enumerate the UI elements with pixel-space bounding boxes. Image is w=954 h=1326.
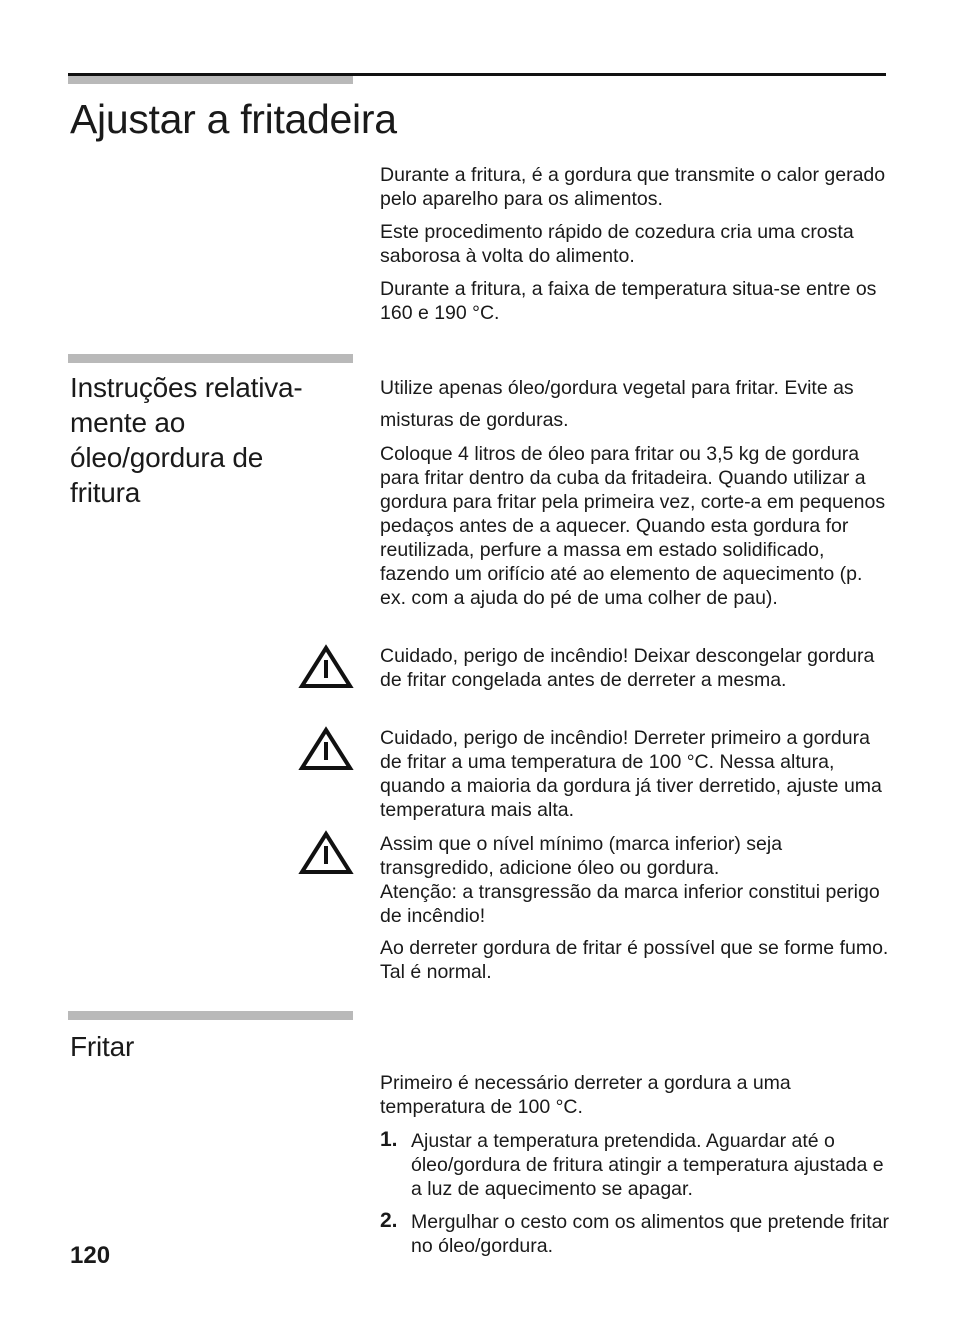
heading-line: mente ao: [70, 407, 186, 438]
warning-text-3-line-1: Assim que o nível mínimo (marca inferior) seja transgredido, adicione óleo ou gordura.: [380, 833, 783, 879]
page-number: 120: [70, 1242, 111, 1269]
warning-text-3: [380, 832, 890, 928]
page-title: Ajustar a fritadeira: [70, 96, 397, 142]
intro-paragraph-2: Este procedimento rápido de cozedura cria uma crosta saborosa à volta do alimento.: [380, 221, 854, 267]
warning-triangle-icon: [298, 726, 354, 772]
step-text: Mergulhar o cesto com os alimentos que pretende fritar no óleo/gordura.: [411, 1211, 889, 1257]
section-rule-fry: [68, 1011, 353, 1020]
section-heading-fry: Fritar: [70, 1031, 135, 1062]
section-rule-oil: [68, 354, 353, 363]
heading-line: óleo/gordura de: [70, 442, 264, 473]
title-rule-grey: [68, 76, 353, 84]
oil-paragraph-3: Ao derreter gordura de fritar é possível que se forme fumo. Tal é normal.: [380, 937, 889, 983]
fry-intro: Primeiro é necessário derreter a gordura a uma temperatura de 100 °C.: [380, 1072, 791, 1118]
warning-text-2: Cuidado, perigo de incêndio! Derreter primeiro a gordura de fritar a uma temperatura de 100 °C. Nessa altura, quando a maioria da gordura já tiver derretido, ajuste uma temperatura mais alta.: [380, 727, 882, 821]
warning-triangle-icon: [298, 830, 354, 876]
step-text: Ajustar a temperatura pretendida. Aguardar até o óleo/gordura de fritura atingir a temperatura ajustada e a luz de aquecimento se apagar.: [411, 1130, 884, 1200]
heading-line: Instruções relativa-: [70, 372, 303, 403]
oil-paragraph-2: Coloque 4 litros de óleo para fritar ou 3,5 kg de gordura para fritar dentro da cuba da fritadeira. Quando utilizar a gordura para fritar pela primeira vez, corte-a em pequenos pedaços antes de a aquecer. Quando esta gordura for reutilizada, perfure a massa em estado solidificado, fazendo um orifício até ao elemento de aquecimento (p. ex. com a ajuda do pé de uma colher de pau).: [380, 443, 886, 609]
heading-line: fritura: [70, 477, 141, 508]
step-number: 2.: [380, 1209, 398, 1232]
title-rule-black: [68, 73, 886, 76]
section-heading-oil: [70, 370, 303, 510]
warning-text-1: Cuidado, perigo de incêndio! Deixar descongelar gordura de fritar congelada antes de derreter a mesma.: [380, 645, 875, 691]
step-number: 1.: [380, 1128, 398, 1151]
intro-paragraph-3: Durante a fritura, a faixa de temperatura situa-se entre os 160 e 190 °C.: [380, 278, 877, 324]
intro-paragraph-1: Durante a fritura, é a gordura que transmite o calor gerado pelo aparelho para os alimentos.: [380, 164, 886, 210]
warning-text-3-line-2: Atenção: a transgressão da marca inferior constitui perigo de incêndio!: [380, 881, 880, 927]
warning-triangle-icon: [298, 644, 354, 690]
oil-paragraph-1: Utilize apenas óleo/gordura vegetal para fritar. Evite as misturas de gorduras.: [380, 377, 854, 431]
